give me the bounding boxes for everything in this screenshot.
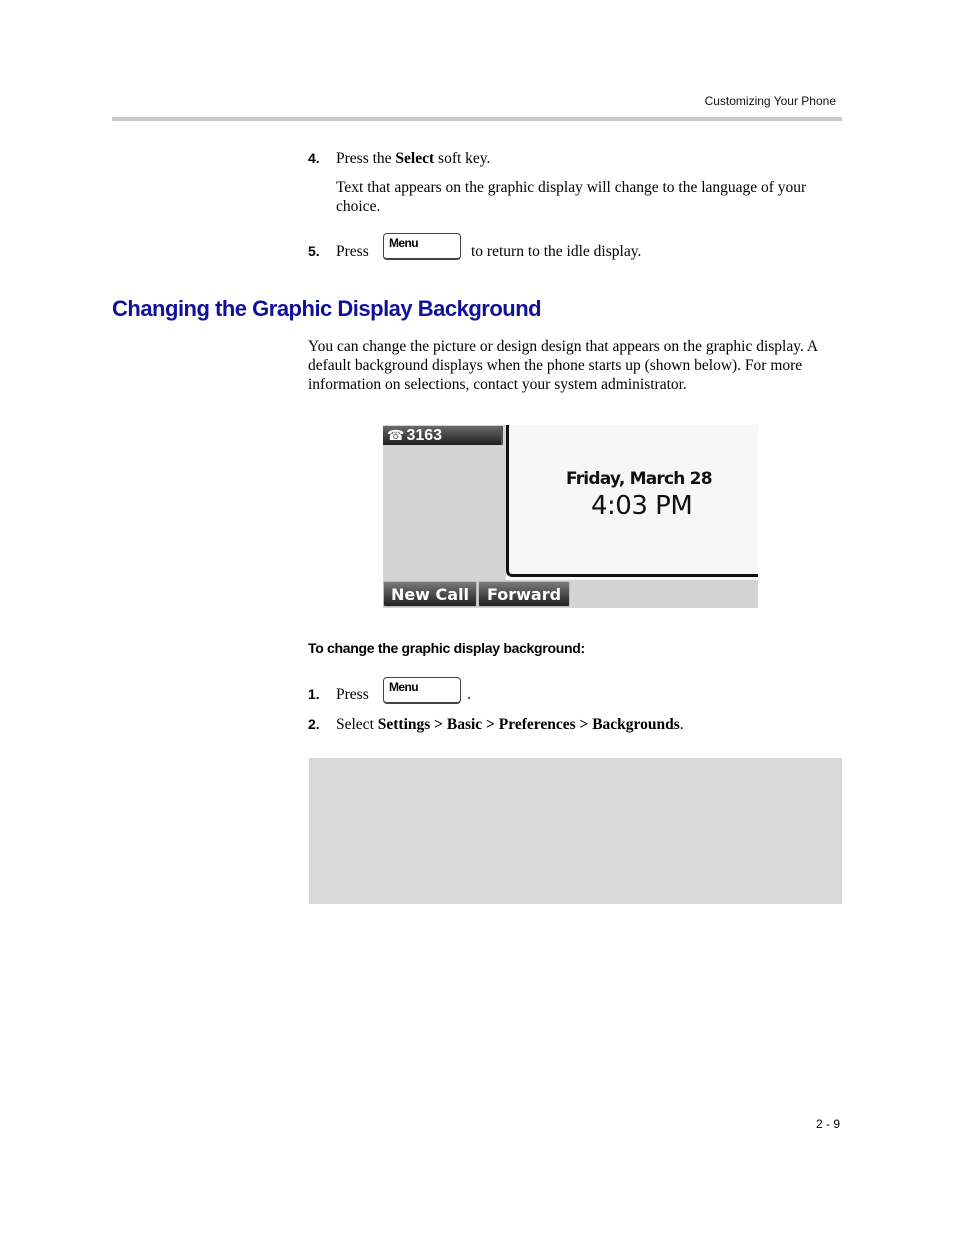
step-4-text: Press the Select soft key. — [336, 150, 491, 167]
menu-key-icon: Menu — [383, 233, 461, 260]
phone-handset-icon: ☎ — [387, 427, 405, 443]
procedure-step-1-suffix: . — [467, 686, 471, 703]
procedure-heading: To change the graphic display background: — [308, 640, 585, 656]
procedure-step-2-text: Select Settings > Basic > Preferences > Backgrounds. — [336, 716, 684, 733]
page-number: 2 - 9 — [815, 1117, 840, 1131]
line-key: ☎ 3163 — [383, 426, 503, 445]
softkey-forward: Forward — [478, 581, 570, 607]
step-5-number: 5. — [308, 243, 320, 259]
image-placeholder — [309, 758, 842, 904]
phone-idle-screen — [383, 425, 758, 608]
softkey-bar — [383, 580, 758, 608]
time-display: 4:03 PM — [591, 491, 693, 521]
section-intro: You can change the picture or design design that appears on the graphic display. A default background displays when the phone starts up (shown below). For more information on selections, contact your system administrator. — [308, 338, 818, 393]
step-5-suffix: to return to the idle display. — [471, 243, 642, 260]
header-divider — [112, 117, 842, 121]
procedure-step-2-number: 2. — [308, 716, 320, 732]
menu-key-icon: Menu — [383, 677, 461, 704]
procedure-step-1-number: 1. — [308, 686, 320, 702]
menu-path: Settings > Basic > Preferences > Backgrounds — [377, 716, 680, 733]
section-heading: Changing the Graphic Display Background — [112, 296, 542, 321]
select-key-name: Select — [395, 150, 435, 167]
softkey-new-call: New Call — [383, 581, 477, 607]
step-5-press: Press — [336, 243, 369, 260]
running-header: Customizing Your Phone — [704, 94, 836, 108]
date-display: Friday, March 28 — [566, 469, 712, 489]
procedure-step-1-press: Press — [336, 686, 369, 703]
step-4-number: 4. — [308, 150, 320, 166]
step-4-note: Text that appears on the graphic display will change to the language of your choice. — [336, 179, 807, 215]
line-panel — [383, 425, 506, 580]
